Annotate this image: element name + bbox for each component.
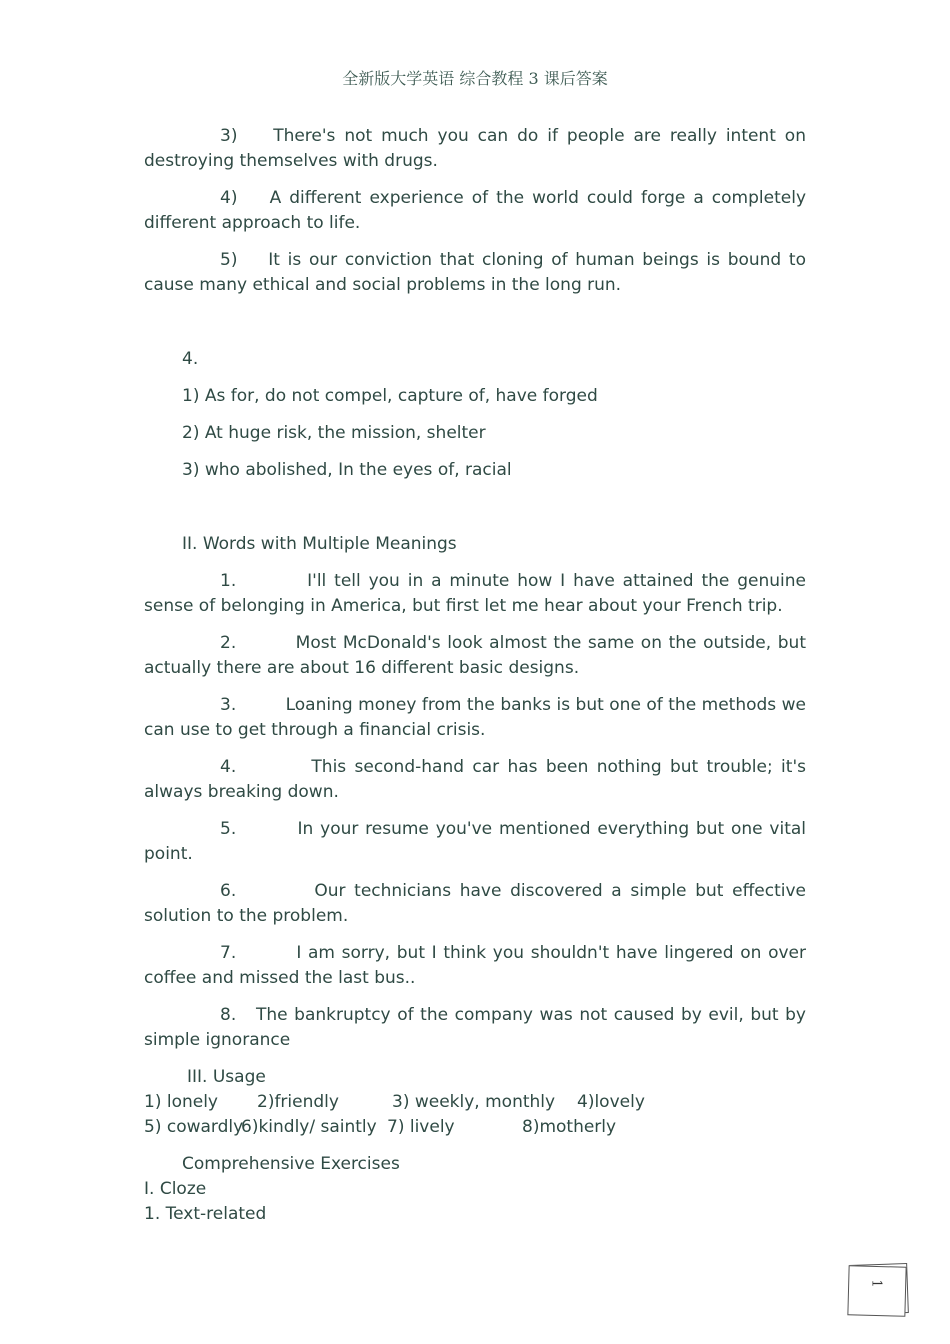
item-number: 5. — [220, 819, 237, 839]
item-text: I'll tell you in a minute how I have attained the genuine sense of belonging in America, but first let me hear about your French trip. — [144, 571, 806, 616]
item-text: This second-hand car has been nothing but trouble; it's always breaking down. — [144, 757, 806, 802]
usage-answer: 5) cowardly — [144, 1117, 244, 1137]
item-number: 3. — [220, 695, 237, 715]
text-related-heading: 1. Text-related — [144, 1204, 267, 1224]
item-number: 5) — [220, 250, 238, 270]
item-number: 7. — [220, 943, 237, 963]
item-number: 8. — [220, 1005, 237, 1025]
answer-item — [144, 186, 806, 236]
usage-heading: III. Usage — [187, 1067, 266, 1087]
usage-answer: 2)friendly — [257, 1092, 339, 1112]
usage-answer: 8)motherly — [522, 1117, 617, 1137]
spacer — [144, 495, 806, 532]
answer-item: 1) As for, do not compel, capture of, have forged — [182, 386, 598, 406]
answer-item — [144, 755, 806, 805]
item-text: Our technicians have discovered a simple but effective solution to the problem. — [144, 881, 806, 926]
usage-answer: 4)lovely — [577, 1092, 645, 1112]
page-number: 1 — [868, 1279, 884, 1288]
document-header: 全新版大学英语 综合教程 3 课后答案 — [342, 69, 608, 88]
usage-answer: 7) lively — [387, 1117, 455, 1137]
usage-answer: 1) lonely — [144, 1092, 218, 1112]
answer-item — [144, 248, 806, 298]
answer-item — [144, 693, 806, 743]
item-number: 3) — [220, 126, 238, 146]
cloze-heading: I. Cloze — [144, 1179, 207, 1199]
answer-item — [144, 879, 806, 929]
usage-row — [144, 1090, 806, 1115]
item-text: It is our conviction that cloning of human beings is bound to cause many ethical and social problems in the long run. — [144, 250, 806, 295]
answer-item: 2) At huge risk, the mission, shelter — [182, 423, 486, 443]
item-number: 6. — [220, 881, 237, 901]
answer-item — [144, 817, 806, 867]
section-4-heading: 4. — [182, 349, 199, 369]
item-text: Loaning money from the banks is but one of the methods we can use to get through a financial crisis. — [144, 695, 806, 740]
usage-answer: 3) weekly, monthly — [392, 1092, 556, 1112]
item-text: Most McDonald's look almost the same on the outside, but actually there are about 16 different basic designs. — [144, 633, 806, 678]
usage-answer: 6)kindly/ saintly — [241, 1117, 377, 1137]
item-text: A different experience of the world could forge a completely different approach to life. — [144, 188, 806, 233]
item-number: 4. — [220, 757, 237, 777]
item-number: 2. — [220, 633, 237, 653]
page-number-badge — [848, 1264, 906, 1314]
item-number: 4) — [220, 188, 238, 208]
answer-item — [144, 941, 806, 991]
item-text: The bankruptcy of the company was not caused by evil, but by simple ignorance — [144, 1005, 806, 1050]
document-body — [144, 124, 806, 1227]
answer-item — [144, 569, 806, 619]
item-text: In your resume you've mentioned everything but one vital point. — [144, 819, 806, 864]
answer-item: 3) who abolished, In the eyes of, racial — [182, 460, 512, 480]
comprehensive-heading: Comprehensive Exercises — [182, 1154, 400, 1174]
item-number: 1. — [220, 571, 237, 591]
multiple-meanings-heading: II. Words with Multiple Meanings — [182, 534, 457, 554]
spacer — [144, 310, 806, 347]
answer-item — [144, 631, 806, 681]
item-text: I am sorry, but I think you shouldn't have lingered on over coffee and missed the last bus.. — [144, 943, 806, 988]
answer-item — [144, 1003, 806, 1053]
item-text: There's not much you can do if people are really intent on destroying themselves with drugs. — [144, 126, 806, 171]
usage-row — [144, 1115, 806, 1140]
answer-item — [144, 124, 806, 174]
